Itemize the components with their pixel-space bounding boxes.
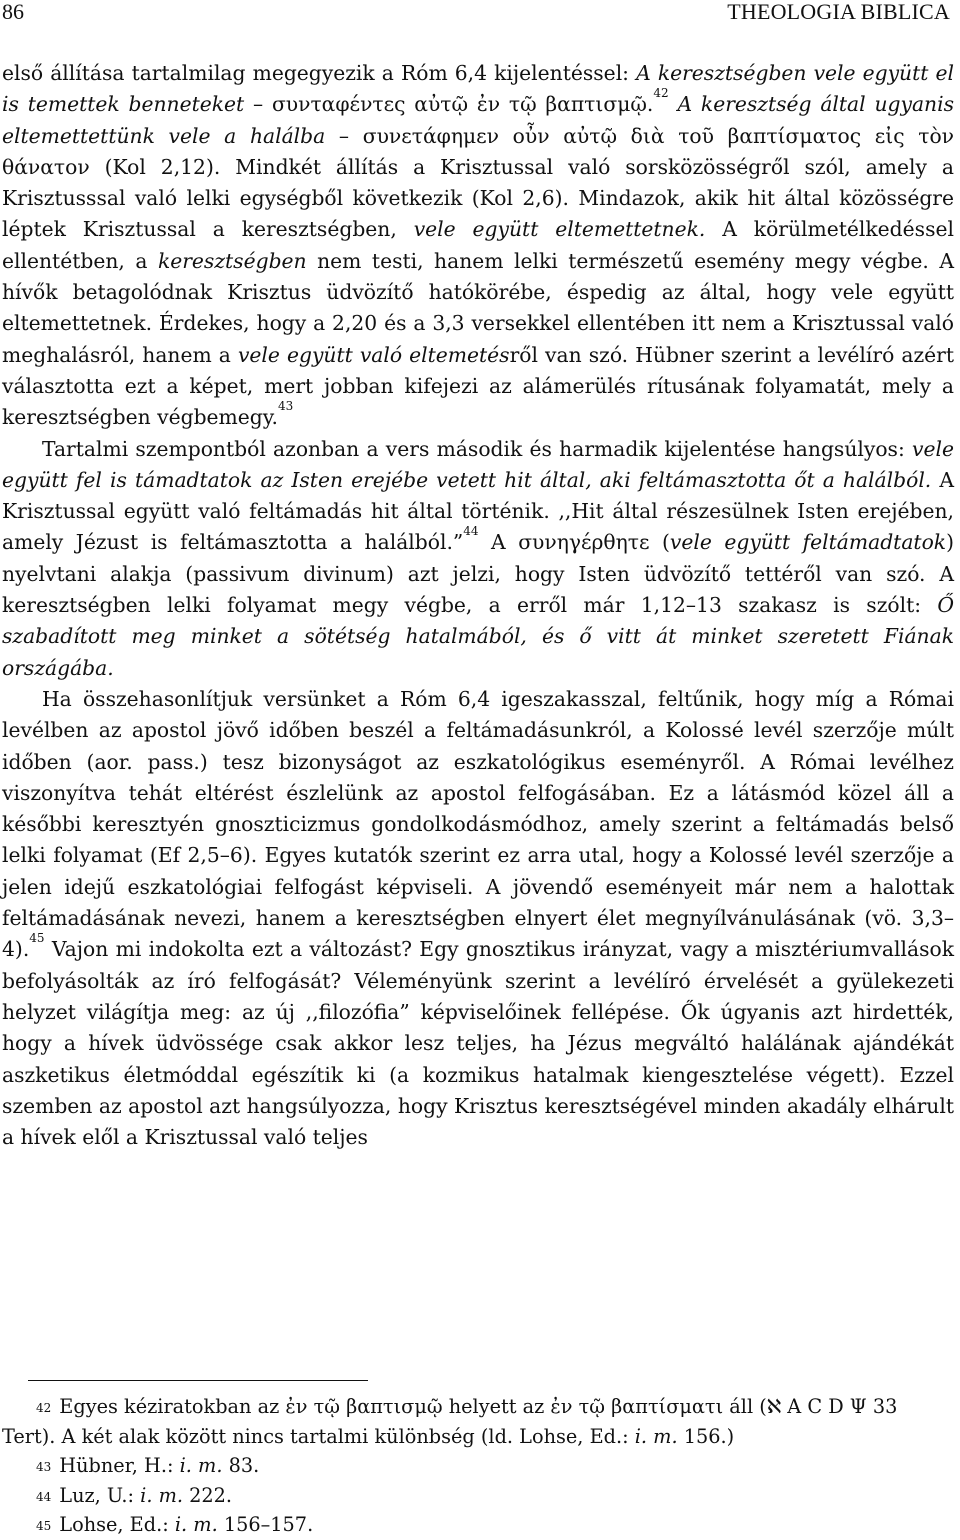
italic-quote: Ő szabadított meg minket a sötétség hatalmából, és ő vitt át minket szeretett Fiának országába. [2,593,954,680]
text-run: ) nyelvtani alakja (passivum divinum) azt jelzi, hogy Isten üdvözítő tettéről van szó. A keresztségben lelki folyamat megy végbe, a erről már 1,12–13 szakasz is szólt: [2,530,955,618]
footnote-text: Egyes kéziratokban az [59,1395,286,1418]
italic-quote: A keresztségben vele együtt el is temettek benneteket [2,61,954,117]
paragraph-3 [2,684,954,1153]
paragraph-2 [2,434,954,684]
main-text [2,58,954,1153]
footnote-text: Hübner, H.: [59,1454,180,1477]
footnote-italic: i. m. [634,1424,678,1448]
page-header [0,0,960,30]
paragraph-1 [2,58,954,434]
footnote-text: helyett az [442,1395,551,1418]
footnote-text: 222. [183,1483,233,1507]
footnote-ref-44[interactable]: 44 [463,524,479,539]
text-run: (Kol 2,12). Mindkét állítás a Krisztussal való sorsközösségről szól, amely a Krisztusssal való lelki egységből következik (Kol 2,6). Mindazok, akik hit által közösségre léptek Krisztussal a keresztségben, [2,154,954,242]
text-run: A [478,530,519,555]
footnote-divider [28,1380,368,1381]
italic-term: vele együtt feltámadtatok [669,530,947,555]
footnote-number: 44 [36,1489,52,1504]
footnote-text: Lohse, Ed.: [59,1513,175,1536]
running-title: THEOLOGIA BIBLICA [727,0,950,24]
footnote-43 [2,1451,954,1481]
footnote-number: 45 [36,1519,52,1533]
footnote-ref-43[interactable]: 43 [277,399,294,414]
footnote-ref-42[interactable]: 42 [653,86,669,101]
text-run: első állítása tartalmilag megegyezik a Róm 6,4 kijelentéssel: [2,61,637,85]
footnotes [2,1392,954,1540]
footnote-number: 43 [36,1460,52,1474]
text-run: nem testi, hanem lelki természetű esemény megy végbe. A hívők betagolódnak Krisztus üdvözítő hatókörébe, éspedig az által, hogy vele együtt eltemettetnek. Érdekes, hogy a 2,20 és a 3,3 versekkel ellentében itt nem a Krisztussal való meghalásról, hanem a [2,248,954,367]
footnote-text: 83. [222,1454,260,1477]
greek-term: ἐν τῷ βαπτίσματι [550,1395,724,1418]
italic-quote: vele együtt eltemettetnek. [413,217,706,242]
footnote-number: 42 [36,1401,52,1415]
footnote-text: 156.) [677,1424,735,1448]
footnote-italic: i. m. [174,1513,218,1536]
text-run: Ha összehasonlítjuk versünket a Róm 6,4 igeszakasszal, feltűnik, hogy míg a Római levélben az apostol jövő időben beszél a feltámadásunkról, a Kolossé levél szerzője múlt időben (aor. pass.) tesz bizonyságot az eszkatológikus eseményről. A Római levélhez viszonyítva tehát eltérést észlelünk az apostol felfogásában. Ez a látásmód közel áll a későbbi keresztyén gnoszticizmus gondolkodásmódhoz, amely szerint a feltámadás belső lelki folyamat (Ef 2,5–6). Egyes kutatók szerint ez arra utal, hogy a Kolossé levél szerzője a jelen idejű eszkatológiai felfogást képviseli. A jövendő eseményeit már nem a halottak feltámadásának nevezi, hanem a keresztségben elnyert élet megnyílvánulásának (vö. 3,3–4). [2,686,954,962]
greek-term: συνηγέρθητε [518,530,650,555]
footnote-45 [2,1510,954,1540]
text-run: ről van szó. Hübner szerint a levélíró azért választotta ezt a képet, mert jobban kifejezi az alámerülés rítusának folyamatát, mely a keresztségben végbemegy. [2,342,954,430]
footnote-italic: i. m. [140,1483,183,1507]
dash: – [325,123,363,148]
footnote-italic: i. m. [179,1454,223,1477]
text-run: ( [649,530,670,555]
footnote-42 [2,1392,954,1451]
greek-term: ἐν τῷ βαπτισμῷ [285,1395,443,1418]
text-run: A Krisztussal együtt való feltámadás hit által történik. ,,Hit által részesülnek Isten erejében, amely Jézust is feltámasztotta a halálból.” [2,467,955,555]
greek-quote: συνταφέντες αὐτῷ ἐν τῷ βαπτισμῷ. [271,92,654,117]
footnote-text: Luz, U.: [59,1483,141,1507]
footnote-text: áll (ℵ A C D Ψ 33 Tert). A két alak között nincs tartalmi különbség (ld. Lohse, Ed.: [2,1395,898,1448]
italic-term: keresztségben [157,248,307,273]
italic-quote: A keresztség által ugyanis eltemettettünk vele a halálba [2,92,954,148]
text-run: Vajon mi indokolta ezt a változást? Egy gnosztikus irányzat, vagy a misztériumvallások befolyásolták az író felfogását? Véleményünk szerint a levélíró érvelését a gyülekezeti helyzet világítja meg: az új ,,filozófia” képviselőinek fellépése. Ők úgyanis azt hirdették, hogy a hívek üdvössége csak akkor lesz teljes, ha Jézus megváltó halálának ajándékát aszketikus életmóddal egészítik ki (a kozmikus hatalmak kiengesztelése végett). Ezzel szemben az apostol azt hangsúlyozza, hogy Krisztus keresztségével minden akadály elhárult a hívek elől a Krisztussal való teljes [2,937,954,1150]
footnote-44 [2,1481,954,1511]
text-run: A körülmetélkedéssel ellentétben, a [2,217,954,273]
dash: – [244,92,272,117]
italic-term: vele együtt való eltemetés [237,342,510,367]
page-number: 86 [2,0,24,24]
text-run: Tartalmi szempontból azonban a vers második és harmadik kijelentése hangsúlyos: [42,436,913,461]
greek-quote: συνετάφημεν οὖν αὐτῷ διὰ τοῦ βαπτίσματος εἰς τὸν θάνατον [2,123,954,179]
italic-quote: vele együtt fel is támadtatok az Isten erejébe vetett hit által, aki feltámasztotta őt a halálból. [2,436,954,492]
footnote-ref-45[interactable]: 45 [29,931,45,946]
footnote-text: 156–157. [217,1513,314,1536]
